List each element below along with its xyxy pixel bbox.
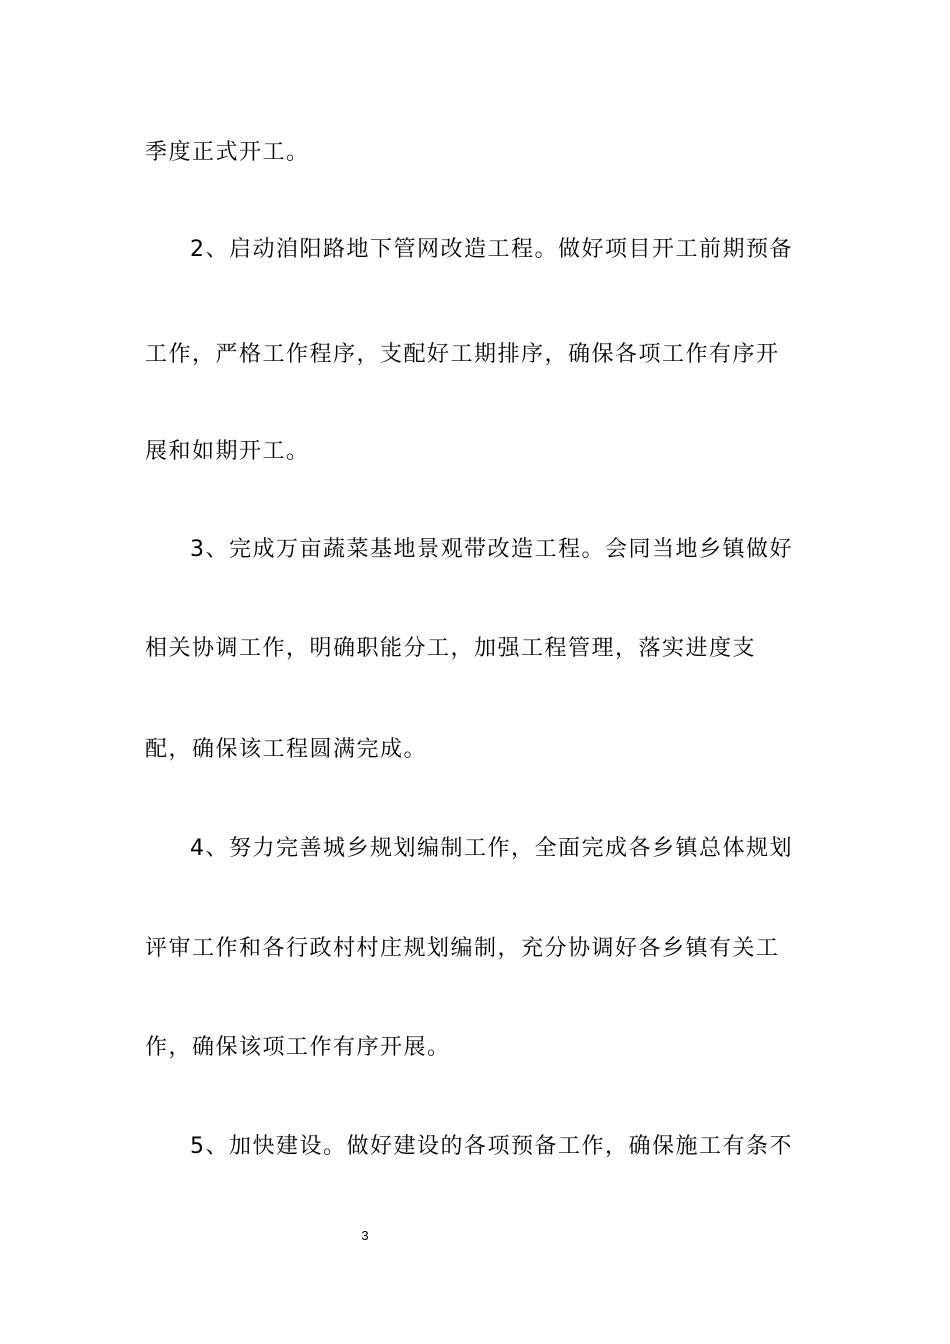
text-line: 工作，严格工作程序，支配好工期排序，确保各项工作有序开 [145, 342, 780, 367]
paragraph-start: 4、努力完善城乡规划编制工作，全面完成各乡镇总体规划 [190, 836, 793, 861]
text-line: 相关协调工作，明确职能分工，加强工程管理，落实进度支 [145, 636, 757, 661]
text-line: 作，确保该项工作有序开展。 [145, 1035, 451, 1060]
text-line: 配，确保该工程圆满完成。 [145, 737, 428, 762]
page-number: 3 [361, 1228, 369, 1243]
paragraph-start: 5、加快建设。做好建设的各项预备工作，确保施工有条不 [190, 1134, 793, 1159]
paragraph-start: 3、完成万亩蔬菜基地景观带改造工程。会同当地乡镇做好 [190, 537, 793, 562]
text-line: 评审工作和各行政村村庄规划编制，充分协调好各乡镇有关工 [145, 936, 780, 961]
text-line: 季度正式开工。 [145, 140, 310, 165]
paragraph-start: 2、启动洎阳路地下管网改造工程。做好项目开工前期预备 [190, 237, 793, 262]
text-line: 展和如期开工。 [145, 439, 310, 464]
